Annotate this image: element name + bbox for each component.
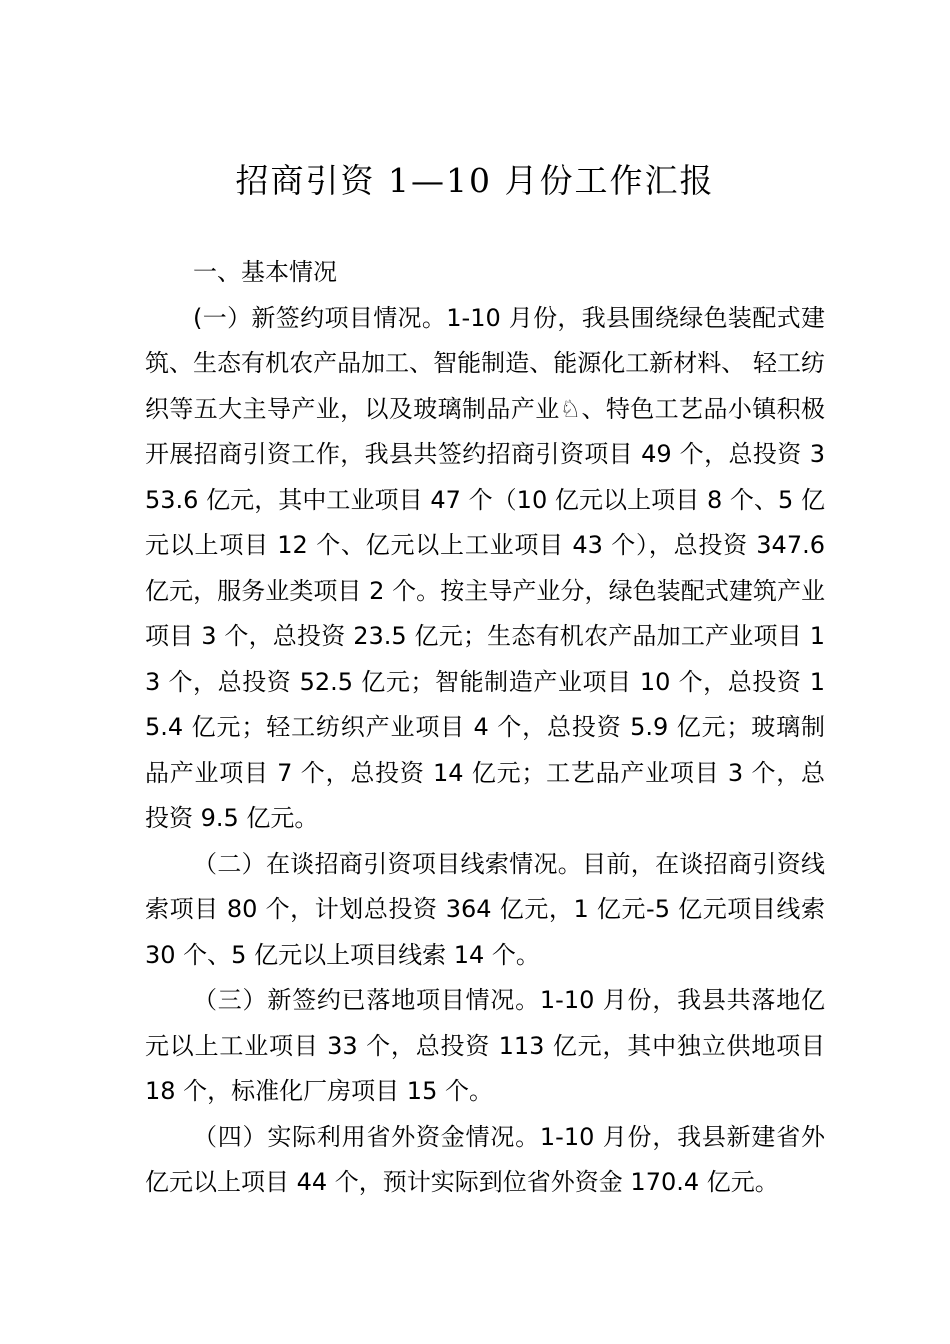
- paragraph-landed-projects: （三）新签约已落地项目情况。1-10 月份，我县共落地亿元以上工业项目 33 个，总投资 113 亿元，其中独立供地项目 18 个，标准化厂房项目 15 个。: [145, 986, 825, 1105]
- document-body: [145, 250, 825, 1206]
- paragraph-new-signed-projects: (一）新签约项目情况。1-10 月份，我县围绕绿色装配式建筑、生态有机农产品加工、智能制造、能源化工新材料、 轻工纺织等五大主导产业，以及玻璃制品产业♘、特色工艺品小镇积极开展招商引资工作，我县共签约招商引资项目 49 个，总投资 353.6 亿元，其中工业项目 47 个（10 亿元以上项目 8 个、5 亿元以上项目 12 个、亿元以上工业项目 43 个），总投资 347.6 亿元，服务业类项目 2 个。按主导产业分，绿色装配式建筑产业项目 3 个，总投资 23.5 亿元；生态有机农产品加工产业项目 13 个，总投资 52.5 亿元；智能制造产业项目 10 个，总投资 15.4 亿元；轻工纺织产业项目 4 个，总投资 5.9 亿元；玻璃制品产业项目 7 个，总投资 14 亿元；工艺品产业项目 3 个，总投资 9.5 亿元。: [145, 303, 825, 832]
- section-heading: 一、基本情况: [193, 258, 337, 286]
- paragraph-external-funds: （四）实际利用省外资金情况。1-10 月份，我县新建省外亿元以上项目 44 个，预计实际到位省外资金 170.4 亿元。: [145, 1122, 825, 1196]
- paragraph-negotiating-projects: （二）在谈招商引资项目线索情况。目前，在谈招商引资线索项目 80 个，计划总投资 364 亿元，1 亿元-5 亿元项目线索 30 个、5 亿元以上项目线索 14 个。: [145, 849, 825, 969]
- document-title: 招商引资 1—10 月份工作汇报: [235, 161, 715, 200]
